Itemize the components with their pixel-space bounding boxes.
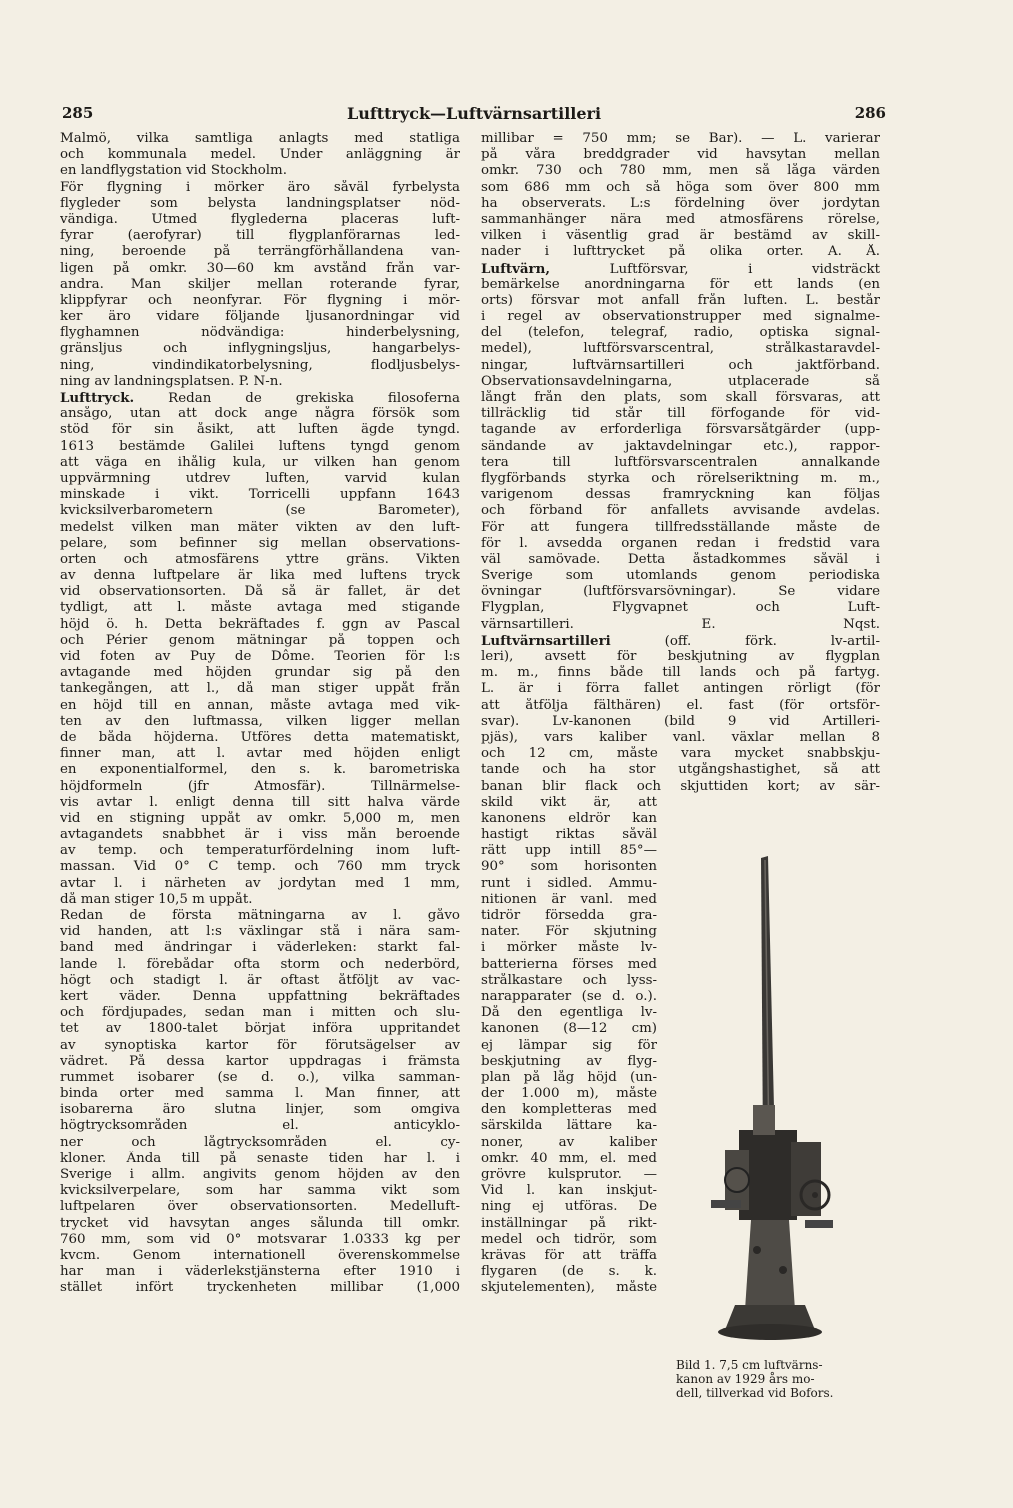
left-column-line: ansågo, utan att dock ange några försök som (60, 406, 460, 422)
right-column-line: flygförbands styrka och rörelseriktning m. m., (481, 470, 880, 486)
right-column-line: i regel av observationstrupper med signalme- (481, 309, 880, 325)
right-column-line: för l. avsedda organen redan i fredstid vara (481, 535, 880, 551)
right-column-line: Observationsavdelningarna, utplacerade så (481, 373, 880, 389)
right-column-line: leri), avsett för beskjutning av flygplan (481, 649, 880, 664)
right-column-line: ha observerats. L:s fördelning över jordytan (481, 195, 880, 211)
narrow-column-line: kanonens eldrör kan (481, 810, 657, 826)
caption-line: kanon av 1929 års mo- (676, 1372, 815, 1386)
right-column-line: att åtfölja fälthären) el. fast (för ortsför- (481, 697, 880, 713)
left-column-line: Lufttryck. Redan de grekiska filosoferna (60, 390, 460, 406)
right-column-line: ningar, luftvärnsartilleri och jaktförband. (481, 357, 880, 373)
narrow-column-line: den kompletteras med (481, 1102, 657, 1118)
right-column-line: millibar = 750 mm; se Bar). — L. varierar (481, 131, 880, 146)
left-column-line: höjd ö. h. Detta bekräftades f. ggn av Pascal (60, 616, 460, 632)
right-column-line: m. m., finns både till lands och på fartyg. (481, 665, 880, 681)
left-column-line: av denna luftpelare är lika med luftens tryck (60, 568, 460, 584)
narrow-column-line: narapparater (se d. o.). (481, 988, 657, 1004)
left-column-line: stället infört tryckenheten millibar (1,000 (60, 1280, 460, 1296)
left-column-line: luftpelaren över observationsorten. Medelluft- (60, 1199, 460, 1215)
left-column-line: isobarerna äro slutna linjer, som omgiva (60, 1102, 460, 1118)
narrow-column-line: Då den egentliga lv- (481, 1005, 657, 1021)
right-column-line: som 686 mm och så höga som över 800 mm (481, 179, 880, 195)
left-column-line: lande l. förebådar ofta storm och nederbörd, (60, 956, 460, 972)
right-column-line: tera till luftförsvarscentralen annalkande (481, 454, 880, 470)
left-column-line: och kommunala medel. Under anläggning är (60, 147, 460, 163)
right-column-line: Sverige som utomlands genom periodiska (481, 568, 880, 584)
caption-line: dell, tillverkad vid Bofors. (676, 1386, 834, 1400)
right-column-line: medel), luftförsvarscentral, strålkastaravdel- (481, 341, 880, 357)
left-column-line: tankegången, att l., då man stiger uppåt från (60, 681, 460, 697)
right-column-line: väl samövade. Detta åstadkommes såväl i (481, 551, 880, 567)
caption-line: Bild 1. 7,5 cm luftvärns- (676, 1358, 823, 1372)
narrow-column-line: ej lämpar sig för (481, 1037, 657, 1053)
left-column-line: binda orter med samma l. Man finner, att (60, 1086, 460, 1102)
narrow-column-line: runt i sidled. Ammu- (481, 875, 657, 891)
right-column-line: Luftvärnsartilleri (off. förk. lv-artil- (481, 632, 880, 649)
right-column-line: tande och ha stor utgångshastighet, så att (481, 762, 880, 778)
narrow-column-line: nitionen är vanl. med (481, 891, 657, 907)
narrow-column-line: noner, av kaliber (481, 1134, 657, 1150)
narrow-column-line: i mörker måste lv- (481, 940, 657, 956)
right-column-line: sammanhänger nära med atmosfärens rörelse, (481, 211, 880, 227)
left-column-line: ligen på omkr. 30—60 km avstånd från var- (60, 260, 460, 276)
narrow-column-line: krävas för att träffa (481, 1247, 657, 1263)
right-column-line: övningar (luftförsvarsövningar). Se vidare (481, 584, 880, 600)
right-column-line: svar). Lv-kanonen (bild 9 vid Artilleri- (481, 713, 880, 729)
right-column-line: pjäs), vars kaliber vanl. växlar mellan 8 (481, 729, 880, 745)
entry-headword: Luftvärn, (481, 260, 551, 277)
narrow-column-line: ning ej utföras. De (481, 1199, 657, 1215)
narrow-column-line: tidrör försedda gra- (481, 908, 657, 923)
narrow-column-line: kanonen (8—12 cm) (481, 1021, 657, 1037)
left-column-line: 760 mm, som vid 0° motsvarar 1.0333 kg per (60, 1231, 460, 1247)
running-title: Lufttryck—Luftvärnsartilleri (346, 104, 602, 123)
right-column-line: omkr. 730 och 780 mm, men så låga värden (481, 163, 880, 179)
left-column-line: trycket vid havsytan anges sålunda till omkr. (60, 1215, 460, 1231)
narrow-column-line: 90° som horisonten (481, 859, 657, 875)
left-column-line: kvicksilverpelare, som har samma vikt som (60, 1183, 460, 1199)
narrow-column-line: der 1.000 m), måste (481, 1086, 657, 1102)
left-column-line: flygleder som belysta landningsplatser nöd- (60, 195, 460, 211)
left-column-line: gränsljus och inflygningsljus, hangarbelys- (60, 341, 460, 357)
narrow-column-line: inställningar på rikt- (481, 1215, 657, 1231)
left-column-line: Redan de första mätningarna av l. gåvo (60, 908, 460, 923)
right-column-line: För att fungera tillfredsställande måste de (481, 519, 880, 535)
right-column-line: och 12 cm, måste vara mycket snabbskju- (481, 746, 880, 762)
left-column-line: kert väder. Denna uppfattning bekräftades (60, 988, 460, 1004)
left-column-line: har man i väderlekstjänsterna efter 1910 i (60, 1264, 460, 1280)
right-column-line: del (telefon, telegraf, radio, optiska signal- (481, 325, 880, 341)
right-column-line: orts) försvar mot anfall från luften. L. består (481, 292, 880, 308)
narrow-column-line: plan på låg höjd (un- (481, 1069, 657, 1085)
left-column-line: vid en stigning uppåt av omkr. 5,000 m, men (60, 810, 460, 826)
left-column-line: vid handen, att l:s växlingar stå i nära sam- (60, 924, 460, 940)
left-column-line: orten och atmosfärens yttre gräns. Vikten (60, 551, 460, 567)
left-column-line: massan. Vid 0° C temp. och 760 mm tryck (60, 859, 460, 875)
left-column-line: högt och stadigt l. är oftast åtföljt av vac- (60, 972, 460, 988)
right-column-line: tillräcklig tid står till förfogande för vid- (481, 406, 880, 422)
left-column-line: ten av den luftmassa, vilken ligger mellan (60, 713, 460, 729)
page-header (62, 104, 886, 126)
right-column-line: bemärkelse anordningarna för ett lands (en (481, 276, 880, 292)
narrow-column-line: beskjutning av flyg- (481, 1053, 657, 1069)
entry-headword: Luftvärnsartilleri (481, 632, 611, 649)
narrow-column-line: särskilda lättare ka- (481, 1118, 657, 1134)
narrow-column-line: batterierna förses med (481, 956, 657, 972)
narrow-column-line: Vid l. kan inskjut- (481, 1183, 657, 1199)
right-column-line: Flygplan, Flygvapnet och Luft- (481, 600, 880, 616)
right-column-line: Luftvärn, Luftförsvar, i vidsträckt (481, 260, 880, 277)
left-column-line: högtrycksområden el. anticyklo- (60, 1118, 460, 1134)
left-column-line: rummet isobarer (se d. o.), vilka samman- (60, 1069, 460, 1085)
left-column-line: uppvärmning utdrev luften, varvid kulan (60, 470, 460, 486)
right-column-line: tagande av erforderliga försvarsåtgärder (upp- (481, 422, 880, 438)
right-column-line: vilken i väsentlig grad är bestämd av skill- (481, 228, 880, 244)
left-column-line: vädret. På dessa kartor uppdragas i främsta (60, 1053, 460, 1069)
left-column-line: avtar l. i närheten av jordytan med 1 mm, (60, 875, 460, 891)
left-column-line: vid observationsorten. Då så är fallet, är det (60, 584, 460, 600)
left-column-line: ker äro vidare följande ljusanordningar vid (60, 309, 460, 325)
narrow-column-line: rätt upp intill 85°— (481, 843, 657, 859)
left-column-line: och fördjupades, sedan man i mitten och slu- (60, 1005, 460, 1021)
left-column-line: 1613 bestämde Galilei luftens tyngd genom (60, 438, 460, 454)
left-column-line: tydligt, att l. måste avtaga med stigande (60, 600, 460, 616)
page-number-left: 285 (62, 104, 94, 122)
left-column-line: de båda höjderna. Utföres detta matematiskt, (60, 729, 460, 745)
narrow-column-line: hastigt riktas såväl (481, 827, 657, 843)
left-column-line: ner och lågtrycksområden el. cy- (60, 1134, 460, 1150)
right-column-line: sändande av jaktavdelningar etc.), rappor- (481, 438, 880, 454)
left-column-line: tet av 1800-talet börjat införa uppritandet (60, 1021, 460, 1037)
left-column-line: en höjd till en annan, måste avtaga med vik- (60, 697, 460, 713)
right-column-line: varigenom dessas framryckning kan följas (481, 487, 880, 503)
figure-caption (676, 1358, 882, 1400)
right-column-line: långt från den plats, som skall försvaras, att (481, 390, 880, 405)
left-column-line: en exponentialformel, den s. k. barometriska (60, 762, 460, 778)
left-column-line: ning, beroende på terrängförhållandena van- (60, 244, 460, 260)
entry-headword: Lufttryck. (60, 390, 135, 406)
left-column-line: kloner. Ända till på senaste tiden har l. i (60, 1150, 460, 1166)
narrow-column-line: strålkastare och lyss- (481, 972, 657, 988)
narrow-column-line: skjutelementen), måste (481, 1280, 657, 1296)
left-column-line: Sverige i allm. angivits genom höjden av den (60, 1167, 460, 1182)
left-column-line: då man stiger 10,5 m uppåt. (60, 891, 253, 907)
left-column-line: pelare, som befinner sig mellan observations- (60, 535, 460, 551)
left-column-line: ning, vindindikatorbelysning, flodljusbelys- (60, 357, 460, 373)
narrow-column-line: omkr. 40 mm, el. med (481, 1150, 657, 1166)
right-column-line: och förband för anfallets avvisande avdelas. (481, 503, 880, 519)
left-column-line: att väga en ihålig kula, ur vilken han genom (60, 454, 460, 470)
narrow-column-line: medel och tidrör, som (481, 1231, 657, 1247)
right-column-line: L. är i förra fallet antingen rörligt (för (481, 681, 880, 697)
left-column-line: vid foten av Puy de Dôme. Teorien för l:s (60, 649, 460, 664)
narrow-column-line: grövre kulsprutor. — (481, 1167, 657, 1182)
left-column-line: en landflygstation vid Stockholm. (60, 163, 288, 179)
anti-aircraft-gun-photo (665, 850, 885, 1355)
right-column-line: värnsartilleri. E. Nqst. (481, 616, 880, 632)
narrow-column-line: skild vikt är, att (481, 794, 657, 810)
left-column (60, 131, 460, 1297)
left-column-line: avtagande med höjden grundar sig på den (60, 665, 460, 681)
right-column-line: banan blir flack och skjuttiden kort; av sär- (481, 778, 880, 794)
page-number-right: 286 (854, 104, 886, 122)
left-column-line: band med ändringar i väderleken: starkt fal- (60, 940, 460, 956)
left-column-line: stöd för sin åsikt, att luften ägde tyngd. (60, 422, 460, 438)
left-column-line: kvcm. Genom internationell överenskommelse (60, 1247, 460, 1263)
left-column-line: av temp. och temperaturfördelning inom luft- (60, 843, 460, 859)
left-column-line: medelst vilken man mäter vikten av den luft- (60, 519, 460, 535)
left-column-line: fyrar (aerofyrar) till flygplanförarnas led- (60, 228, 460, 244)
left-column-line: av synoptiska kartor för förutsägelser av (60, 1037, 460, 1053)
left-column-line: För flygning i mörker äro såväl fyrbelysta (60, 179, 460, 195)
left-column-line: flyghamnen nödvändiga: hinderbelysning, (60, 325, 460, 341)
left-column-line: Malmö, vilka samtliga anlagts med statliga (60, 131, 460, 146)
left-column-line: vis avtar l. enligt denna till sitt halva värde (60, 794, 460, 810)
left-column-line: kvicksilverbarometern (se Barometer), (60, 503, 460, 519)
narrow-column-line: flygaren (de s. k. (481, 1264, 657, 1280)
right-column-line: på våra breddgrader vid havsytan mellan (481, 147, 880, 163)
left-column-line: höjdformeln (jfr Atmosfär). Tillnärmelse- (60, 778, 460, 794)
left-column-line: finner man, att l. avtar med höjden enligt (60, 746, 460, 762)
left-column-line: vändiga. Utmed flyglederna placeras luft- (60, 211, 460, 227)
narrow-column-line: nater. För skjutning (481, 924, 657, 940)
left-column-line: ning av landningsplatsen. P. N-n. (60, 373, 283, 389)
left-column-line: minskade i vikt. Torricelli uppfann 1643 (60, 487, 460, 503)
right-column-line: nader i lufttrycket på olika orter. A. Å. (481, 244, 880, 260)
left-column-line: andra. Man skiljer mellan roterande fyrar, (60, 276, 460, 292)
left-column-line: avtagandets snabbhet är i viss mån beroende (60, 827, 460, 843)
left-column-line: och Périer genom mätningar på toppen och (60, 632, 460, 648)
left-column-line: klippfyrar och neonfyrar. För flygning i mör- (60, 292, 460, 308)
